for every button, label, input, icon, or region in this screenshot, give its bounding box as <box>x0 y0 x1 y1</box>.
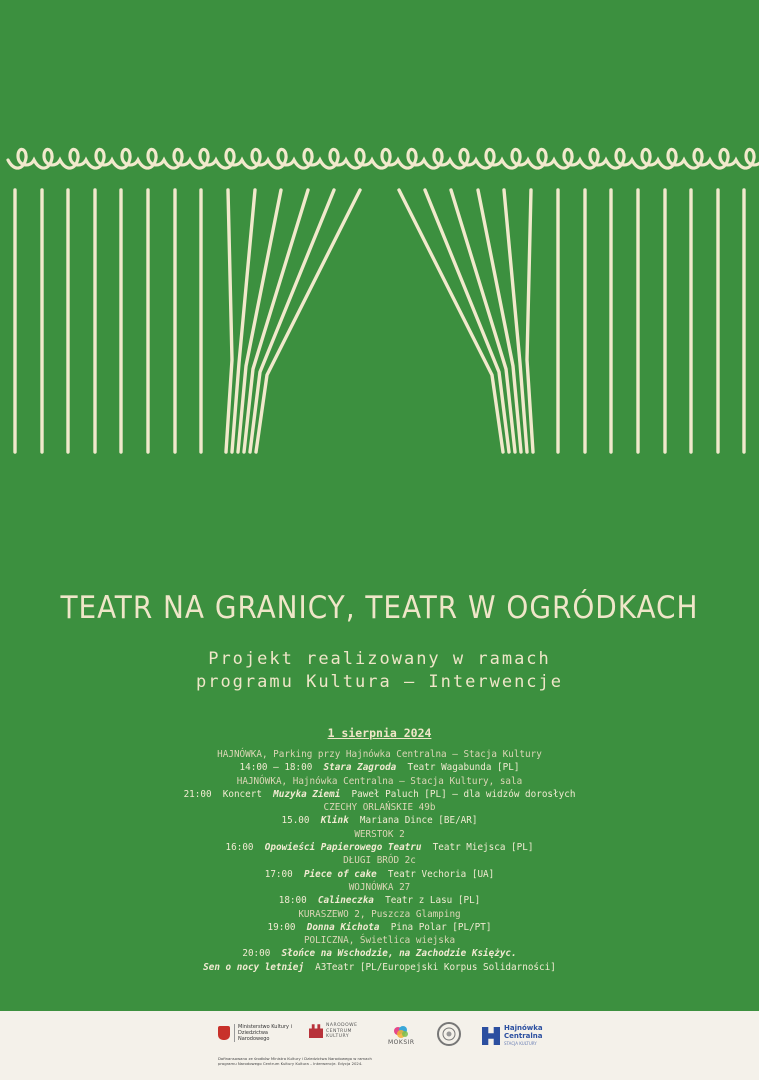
program-title: Muzyka Ziemi <box>273 788 341 800</box>
program-performer: Pina Polar [PL/PT] <box>390 921 492 933</box>
program-performer: Teatr Vechoria [UA] <box>387 868 495 880</box>
castle-icon <box>309 1024 323 1038</box>
poster-subtitle <box>0 648 759 694</box>
program-title: Klink <box>320 815 349 827</box>
moksir-logo: MOKSIR <box>388 1025 415 1046</box>
program-performer: Paweł Paluch [PL] – dla widzów dorosłych <box>351 788 576 800</box>
drape-string <box>527 190 533 452</box>
poster-title: TEATR NA GRANICY, TEATR W OGRÓDKACH <box>60 590 699 626</box>
program-location: WERSTOK 2 <box>354 828 405 840</box>
program-location: WOJNÓWKA 27 <box>348 881 411 893</box>
program-location: DŁUGI BRÓD 2c <box>343 855 416 867</box>
funding-note: Dofinansowano ze środków Ministra Kultury i Dziedzictwa Narodowego w ramach programu Narodowego Centrum Kultury Kultura – Interwencje. Edycja 2024. <box>218 1056 372 1066</box>
program-location: KURASZEWO 2, Puszcza Glamping <box>298 908 461 920</box>
program-time: 17:00 <box>264 868 293 880</box>
program-list <box>0 748 759 974</box>
program-title: Opowieści Papierowego Teatru <box>264 842 422 854</box>
program-title: Stara Zagroda <box>323 762 397 774</box>
program-item <box>0 854 759 881</box>
nck-logo: NARODOWE CENTRUM KULTURY <box>309 1023 360 1040</box>
program-item <box>0 908 759 935</box>
program-title: Słońce na Wschodzie, na Zachodzie Księżyc. <box>281 948 517 960</box>
drape-string <box>232 190 255 452</box>
program-title: Piece of cake <box>303 868 377 880</box>
curtain-rope <box>8 149 759 168</box>
ministry-logo: Ministerstwo Kultury i Dziedzictwa Narodowego <box>218 1024 300 1042</box>
program-item <box>0 881 759 908</box>
program-location: HAJNÓWKA, Hajnówka Centralna – Stacja Kultury, sala <box>236 775 523 787</box>
program-performer: A3Teatr [PL/Europejski Korpus Solidarności] <box>315 961 556 973</box>
program-performer: Teatr Miejsca [PL] <box>432 842 534 854</box>
program-item <box>0 934 759 974</box>
drape-string <box>504 190 527 452</box>
flower-icon <box>392 1025 410 1039</box>
program-location: HAJNÓWKA, Parking przy Hajnówka Centralna – Stacja Kultury <box>217 749 542 760</box>
program-time: 14:00 – 18:00 <box>239 762 313 774</box>
subtitle-line-1: Projekt realizowany w ramach <box>208 649 551 669</box>
program-time: 15.00 <box>281 815 310 827</box>
eagle-icon <box>218 1026 230 1040</box>
program-time: 19:00 <box>267 921 296 933</box>
program-performer: Teatr Wagabunda [PL] <box>407 762 520 774</box>
program-time: 21:00 <box>183 788 212 800</box>
program-title-2: Sen o nocy letniej <box>203 961 304 973</box>
event-date: 1 sierpnia 2024 <box>327 726 432 740</box>
program-item <box>0 828 759 855</box>
hc-icon <box>482 1027 500 1045</box>
sponsor-footer <box>0 1011 759 1080</box>
program-item <box>0 801 759 828</box>
program-time: 16:00 <box>225 842 254 854</box>
seal-logo <box>437 1022 461 1046</box>
program-pre: Koncert <box>222 788 262 800</box>
program-performer: Mariana Dince [BE/AR] <box>359 815 478 827</box>
program-title: Donna Kichota <box>306 921 380 933</box>
program-performer: Teatr z Lasu [PL] <box>385 895 481 907</box>
drape-string <box>226 190 232 452</box>
program-time: 18:00 <box>278 895 307 907</box>
program-item <box>0 748 759 775</box>
curtain-illustration <box>0 0 759 470</box>
program-location: CZECHY ORLAŃSKIE 49b <box>323 802 436 814</box>
program-item <box>0 775 759 802</box>
program-location: POLICZNA, Świetlica wiejska <box>303 935 456 947</box>
program-title: Calineczka <box>317 895 374 907</box>
program-time: 20:00 <box>242 948 271 960</box>
hajnowka-centralna-logo: Hajnówka Centralna STACJA KULTURY <box>482 1024 552 1048</box>
seal-icon <box>441 1026 457 1042</box>
subtitle-line-2: programu Kultura — Interwencje <box>195 672 564 692</box>
